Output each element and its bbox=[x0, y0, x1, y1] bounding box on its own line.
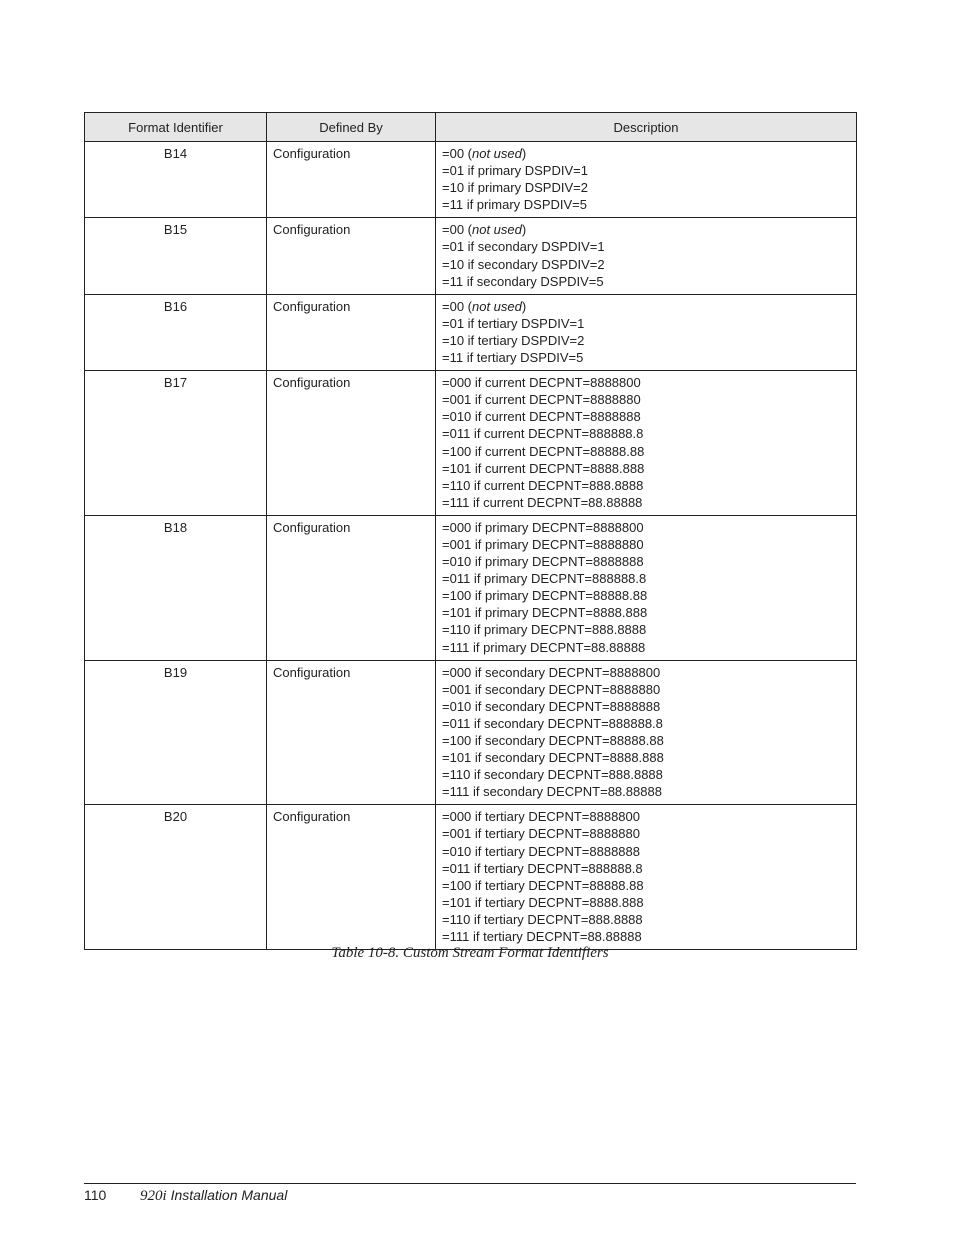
table-row bbox=[85, 142, 857, 218]
description-line bbox=[442, 894, 850, 911]
defined-by-cell: Configuration bbox=[267, 660, 436, 805]
defined-by-cell: Configuration bbox=[267, 371, 436, 516]
description-text: =110 if primary DECPNT=888.8888 bbox=[442, 622, 647, 638]
description-text: =11 if secondary DSPDIV=5 bbox=[442, 273, 604, 289]
description-text: =000 if secondary DECPNT=8888800 bbox=[442, 664, 661, 680]
description-line bbox=[442, 570, 850, 587]
description-text: =010 if tertiary DECPNT=8888888 bbox=[442, 843, 640, 859]
description-text: =111 if tertiary DECPNT=88.88888 bbox=[442, 929, 642, 945]
description-line bbox=[442, 349, 850, 366]
description-text: =011 if primary DECPNT=888888.8 bbox=[442, 571, 647, 587]
description-line bbox=[442, 911, 850, 928]
description-note: not used bbox=[472, 222, 522, 238]
description-text: =11 if primary DSPDIV=5 bbox=[442, 197, 587, 213]
description-line bbox=[442, 391, 850, 408]
table-header-row bbox=[85, 113, 857, 142]
description-note: not used bbox=[472, 298, 522, 314]
description-text: =000 if tertiary DECPNT=8888800 bbox=[442, 809, 640, 825]
description-line bbox=[442, 664, 850, 681]
description-text: =101 if current DECPNT=8888.888 bbox=[442, 460, 645, 476]
description-text: =001 if current DECPNT=8888880 bbox=[442, 392, 641, 408]
description-text: =10 if tertiary DSPDIV=2 bbox=[442, 332, 585, 348]
description-text: =00 ( bbox=[442, 222, 472, 238]
description-text: =010 if secondary DECPNT=8888888 bbox=[442, 698, 661, 714]
description-line bbox=[442, 425, 850, 442]
description-line bbox=[442, 477, 850, 494]
table-row bbox=[85, 371, 857, 516]
description-line bbox=[442, 766, 850, 783]
description-cell bbox=[436, 805, 857, 950]
description-line bbox=[442, 825, 850, 842]
description-line bbox=[442, 273, 850, 290]
description-text: =100 if tertiary DECPNT=88888.88 bbox=[442, 877, 644, 893]
description-cell bbox=[436, 515, 857, 660]
description-line bbox=[442, 808, 850, 825]
description-line bbox=[442, 145, 850, 162]
description-text: =100 if primary DECPNT=88888.88 bbox=[442, 588, 648, 604]
description-line bbox=[442, 783, 850, 800]
description-text: =100 if current DECPNT=88888.88 bbox=[442, 443, 645, 459]
defined-by-cell: Configuration bbox=[267, 805, 436, 950]
description-line bbox=[442, 238, 850, 255]
description-line bbox=[442, 162, 850, 179]
description-text: =001 if secondary DECPNT=8888880 bbox=[442, 681, 661, 697]
description-text: =00 ( bbox=[442, 298, 472, 314]
description-line bbox=[442, 196, 850, 213]
defined-by-cell: Configuration bbox=[267, 218, 436, 294]
description-text: =111 if current DECPNT=88.88888 bbox=[442, 494, 643, 510]
description-line bbox=[442, 715, 850, 732]
description-line bbox=[442, 179, 850, 196]
description-text: =010 if current DECPNT=8888888 bbox=[442, 409, 641, 425]
description-line bbox=[442, 374, 850, 391]
format-identifier-cell: B17 bbox=[85, 371, 267, 516]
table-row bbox=[85, 294, 857, 370]
description-cell bbox=[436, 660, 857, 805]
description-text: =01 if tertiary DSPDIV=1 bbox=[442, 315, 585, 331]
description-line bbox=[442, 408, 850, 425]
description-text: =101 if secondary DECPNT=8888.888 bbox=[442, 750, 664, 766]
description-line bbox=[442, 604, 850, 621]
header-format-identifier: Format Identifier bbox=[85, 113, 267, 142]
description-line bbox=[442, 460, 850, 477]
description-text: =011 if tertiary DECPNT=888888.8 bbox=[442, 860, 643, 876]
description-text: =011 if current DECPNT=888888.8 bbox=[442, 426, 644, 442]
page-footer bbox=[84, 1187, 287, 1205]
description-note: not used bbox=[472, 146, 522, 161]
page-number: 110 bbox=[84, 1187, 107, 1203]
description-text: =111 if primary DECPNT=88.88888 bbox=[442, 639, 646, 655]
description-text: ) bbox=[521, 298, 527, 314]
format-identifier-cell: B18 bbox=[85, 515, 267, 660]
header-defined-by: Defined By bbox=[267, 113, 436, 142]
table-row bbox=[85, 515, 857, 660]
description-text: =01 if secondary DSPDIV=1 bbox=[442, 239, 605, 255]
description-line bbox=[442, 698, 850, 715]
description-text: =001 if primary DECPNT=8888880 bbox=[442, 536, 644, 552]
description-text: =101 if tertiary DECPNT=8888.888 bbox=[442, 894, 644, 910]
format-identifier-table bbox=[84, 112, 857, 950]
description-text: =110 if tertiary DECPNT=888.8888 bbox=[442, 911, 643, 927]
table-row bbox=[85, 660, 857, 805]
description-line bbox=[442, 860, 850, 877]
defined-by-cell: Configuration bbox=[267, 142, 436, 218]
manual-title: Installation Manual bbox=[170, 1187, 288, 1203]
description-cell bbox=[436, 371, 857, 516]
description-text: =10 if secondary DSPDIV=2 bbox=[442, 256, 605, 272]
description-cell bbox=[436, 294, 857, 370]
description-line bbox=[442, 315, 850, 332]
description-line bbox=[442, 494, 850, 511]
description-line bbox=[442, 843, 850, 860]
description-text: ) bbox=[521, 222, 527, 238]
footer-divider bbox=[84, 1183, 856, 1184]
description-line bbox=[442, 256, 850, 273]
description-line bbox=[442, 221, 850, 238]
product-name: 920i bbox=[140, 1188, 167, 1204]
description-text: =000 if primary DECPNT=8888800 bbox=[442, 519, 644, 535]
description-text: =110 if current DECPNT=888.8888 bbox=[442, 477, 644, 493]
description-line bbox=[442, 749, 850, 766]
description-text: =001 if tertiary DECPNT=8888880 bbox=[442, 826, 640, 842]
description-line bbox=[442, 443, 850, 460]
format-identifier-cell: B14 bbox=[85, 142, 267, 218]
description-line bbox=[442, 732, 850, 749]
description-line bbox=[442, 877, 850, 894]
description-line bbox=[442, 298, 850, 315]
table-row bbox=[85, 218, 857, 294]
table-body bbox=[85, 142, 857, 950]
table-caption: Table 10-8. Custom Stream Format Identifiers bbox=[331, 945, 609, 961]
description-cell bbox=[436, 218, 857, 294]
format-identifier-cell: B15 bbox=[85, 218, 267, 294]
description-text: =00 ( bbox=[442, 146, 472, 161]
description-text: =110 if secondary DECPNT=888.8888 bbox=[442, 767, 663, 783]
description-line bbox=[442, 332, 850, 349]
format-identifier-cell: B20 bbox=[85, 805, 267, 950]
description-text: =10 if primary DSPDIV=2 bbox=[442, 180, 588, 196]
format-identifier-cell: B16 bbox=[85, 294, 267, 370]
description-text: ) bbox=[521, 146, 527, 161]
description-text: =011 if secondary DECPNT=888888.8 bbox=[442, 715, 663, 731]
description-text: =010 if primary DECPNT=8888888 bbox=[442, 554, 644, 570]
description-text: =100 if secondary DECPNT=88888.88 bbox=[442, 733, 664, 748]
description-line bbox=[442, 639, 850, 656]
description-line bbox=[442, 587, 850, 604]
defined-by-cell: Configuration bbox=[267, 294, 436, 370]
description-text: =11 if tertiary DSPDIV=5 bbox=[442, 350, 584, 366]
description-line bbox=[442, 681, 850, 698]
description-cell bbox=[436, 142, 857, 218]
format-identifier-cell: B19 bbox=[85, 660, 267, 805]
description-text: =111 if secondary DECPNT=88.88888 bbox=[442, 784, 662, 800]
description-text: =01 if primary DSPDIV=1 bbox=[442, 163, 588, 179]
description-text: =000 if current DECPNT=8888800 bbox=[442, 375, 641, 391]
header-description: Description bbox=[436, 113, 857, 142]
table-row bbox=[85, 805, 857, 950]
description-line bbox=[442, 536, 850, 553]
description-text: =101 if primary DECPNT=8888.888 bbox=[442, 605, 648, 621]
description-line bbox=[442, 928, 850, 945]
description-line bbox=[442, 553, 850, 570]
defined-by-cell: Configuration bbox=[267, 515, 436, 660]
description-line bbox=[442, 621, 850, 638]
description-line bbox=[442, 519, 850, 536]
